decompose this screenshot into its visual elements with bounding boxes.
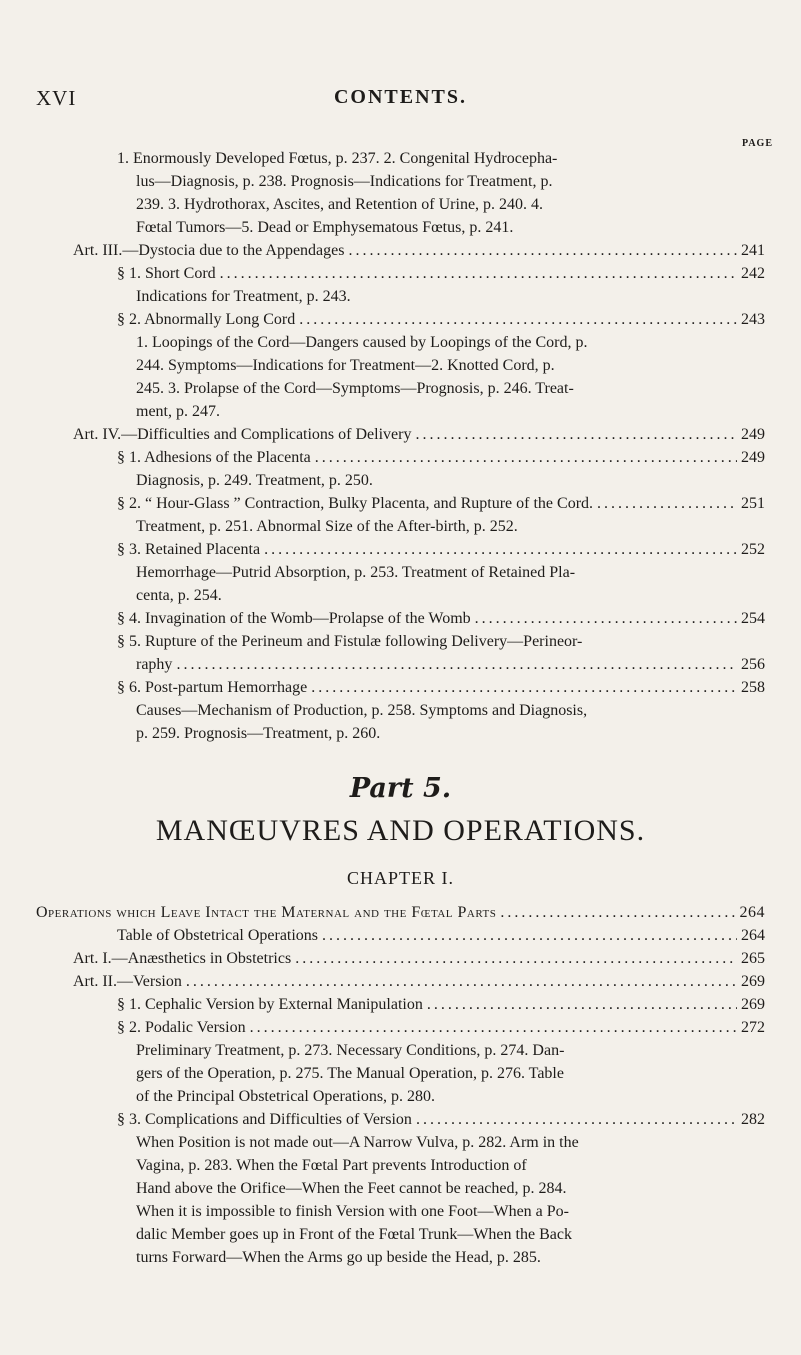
toc-entry-page: 241	[741, 242, 765, 259]
toc-entry-label: Art. I.—Anæsthetics in Obstetrics	[73, 950, 292, 967]
toc-text-line: Diagnosis, p. 249. Treatment, p. 250.	[136, 472, 373, 489]
toc-text-line: centa, p. 254.	[136, 587, 222, 604]
toc-text-line: 1. Enormously Developed Fœtus, p. 237. 2. Congenital Hydrocepha-	[117, 150, 558, 167]
toc-entry-long-cord	[117, 310, 765, 330]
section-title: MANŒUVRES AND OPERATIONS.	[155, 814, 646, 847]
toc-text-line: 245. 3. Prolapse of the Cord—Symptoms—Prognosis, p. 246. Treat-	[136, 380, 574, 397]
toc-text-line: of the Principal Obstetrical Operations, p. 280.	[136, 1088, 436, 1105]
toc-entry-adhesions	[117, 448, 765, 468]
toc-entry-page: 269	[741, 973, 765, 990]
toc-text-line: ment, p. 247.	[136, 403, 220, 420]
toc-entry-post-partum	[117, 678, 765, 698]
toc-text-line: Vagina, p. 283. When the Fœtal Part prevents Introduction of	[136, 1157, 527, 1174]
toc-entry-label: § 1. Cephalic Version by External Manipulation	[117, 996, 423, 1013]
toc-entry-label: § 2. Abnormally Long Cord	[117, 311, 296, 328]
toc-entry-perineum	[136, 655, 765, 675]
toc-entry-label: Operations which Leave Intact the Maternal and the Fœtal Parts	[36, 904, 497, 921]
toc-entry-page: 264	[739, 904, 765, 921]
toc-entry-label: § 1. Adhesions of the Placenta	[117, 449, 311, 466]
toc-entry-page: 265	[741, 950, 765, 967]
toc-text-line: 1. Loopings of the Cord—Dangers caused by Loopings of the Cord, p.	[136, 334, 588, 351]
toc-text-line: Hemorrhage—Putrid Absorption, p. 253. Treatment of Retained Pla-	[136, 564, 576, 581]
toc-entry-label: § 2. “ Hour-Glass ” Contraction, Bulky Placenta, and Rupture of the Cord.	[117, 495, 594, 512]
toc-entry-art-3	[73, 241, 765, 261]
toc-entry-page: 252	[741, 541, 765, 558]
toc-entry-page: 264	[741, 927, 765, 944]
toc-entry-label: § 6. Post-partum Hemorrhage	[117, 679, 308, 696]
toc-text-line: 239. 3. Hydrothorax, Ascites, and Retention of Urine, p. 240. 4.	[136, 196, 544, 213]
page-folio: XVI	[36, 86, 77, 110]
toc-entry-podalic-version	[117, 1018, 765, 1038]
toc-entry-label: § 3. Complications and Difficulties of Version	[117, 1111, 412, 1128]
toc-entry-page: 258	[741, 679, 765, 696]
toc-entry-hour-glass	[117, 494, 765, 514]
page-column-label: PAGE	[741, 138, 773, 149]
toc-text-line: Causes—Mechanism of Production, p. 258. Symptoms and Diagnosis,	[136, 702, 588, 719]
toc-text-line: When it is impossible to finish Version with one Foot—When a Po-	[136, 1203, 570, 1220]
toc-text-line: When Position is not made out—A Narrow Vulva, p. 282. Arm in the	[136, 1134, 579, 1151]
toc-text-line: Treatment, p. 251. Abnormal Size of the After-birth, p. 252.	[136, 518, 518, 535]
toc-text-line: 244. Symptoms—Indications for Treatment—2. Knotted Cord, p.	[136, 357, 555, 374]
chapter-title: CHAPTER I.	[346, 868, 454, 888]
toc-text-line: lus—Diagnosis, p. 238. Prognosis—Indications for Treatment, p.	[136, 173, 553, 190]
toc-entry-page: 254	[741, 610, 765, 627]
toc-entry-label: Art. III.—Dystocia due to the Appendages	[73, 242, 345, 259]
toc-entry-label: Art. IV.—Difficulties and Complications of Delivery	[73, 426, 412, 443]
toc-entry-operations	[36, 903, 765, 923]
toc-entry-page: 251	[741, 495, 765, 512]
toc-entry-label: § 2. Podalic Version	[117, 1019, 246, 1036]
toc-entry-label: § 4. Invagination of the Womb—Prolapse of the Womb	[117, 610, 471, 627]
toc-entry-page: 269	[741, 996, 765, 1013]
toc-entry-page: 249	[741, 426, 765, 443]
toc-text-line: Hand above the Orifice—When the Feet cannot be reached, p. 284.	[136, 1180, 567, 1197]
part-title: Part 5.	[349, 773, 452, 804]
toc-entry-version-complications	[117, 1110, 765, 1130]
toc-text-line: turns Forward—When the Arms go up beside the Head, p. 285.	[136, 1249, 541, 1266]
toc-entry-cephalic-version	[117, 995, 765, 1015]
toc-entry-label: raphy	[136, 656, 173, 673]
running-title: CONTENTS.	[333, 86, 468, 108]
toc-text-line: p. 259. Prognosis—Treatment, p. 260.	[136, 725, 381, 742]
toc-entry-page: 242	[741, 265, 765, 282]
toc-entry-page: 272	[741, 1019, 765, 1036]
toc-text-line: dalic Member goes up in Front of the Fœtal Trunk—When the Back	[136, 1226, 572, 1243]
toc-entry-retained-placenta	[117, 540, 765, 560]
page-header	[36, 86, 765, 116]
toc-entry-table-ops	[117, 926, 765, 946]
toc-entry-label: Art. II.—Version	[73, 973, 182, 990]
toc-text-line: Indications for Treatment, p. 243.	[136, 288, 351, 305]
toc-entry-page: 282	[741, 1111, 765, 1128]
toc-entry-label: Table of Obstetrical Operations	[117, 927, 319, 944]
toc-entry-invagination	[117, 609, 765, 629]
toc-entry-label: § 3. Retained Placenta	[117, 541, 261, 558]
toc-text-line: gers of the Operation, p. 275. The Manual Operation, p. 276. Table	[136, 1065, 564, 1082]
toc-entry-short-cord	[117, 264, 765, 284]
toc-text-line: § 5. Rupture of the Perineum and Fistulæ following Delivery—Perineor-	[117, 633, 583, 650]
toc-entry-page: 243	[741, 311, 765, 328]
toc-entry-label: § 1. Short Cord	[117, 265, 216, 282]
toc-entry-art-1	[73, 949, 765, 969]
toc-text-line: Preliminary Treatment, p. 273. Necessary Conditions, p. 274. Dan-	[136, 1042, 565, 1059]
toc-entry-art-2	[73, 972, 765, 992]
toc-entry-page: 249	[741, 449, 765, 466]
toc-entry-page: 256	[741, 656, 765, 673]
toc-text-line: Fœtal Tumors—5. Dead or Emphysematous Fœtus, p. 241.	[136, 219, 514, 236]
toc-entry-art-4	[73, 425, 765, 445]
